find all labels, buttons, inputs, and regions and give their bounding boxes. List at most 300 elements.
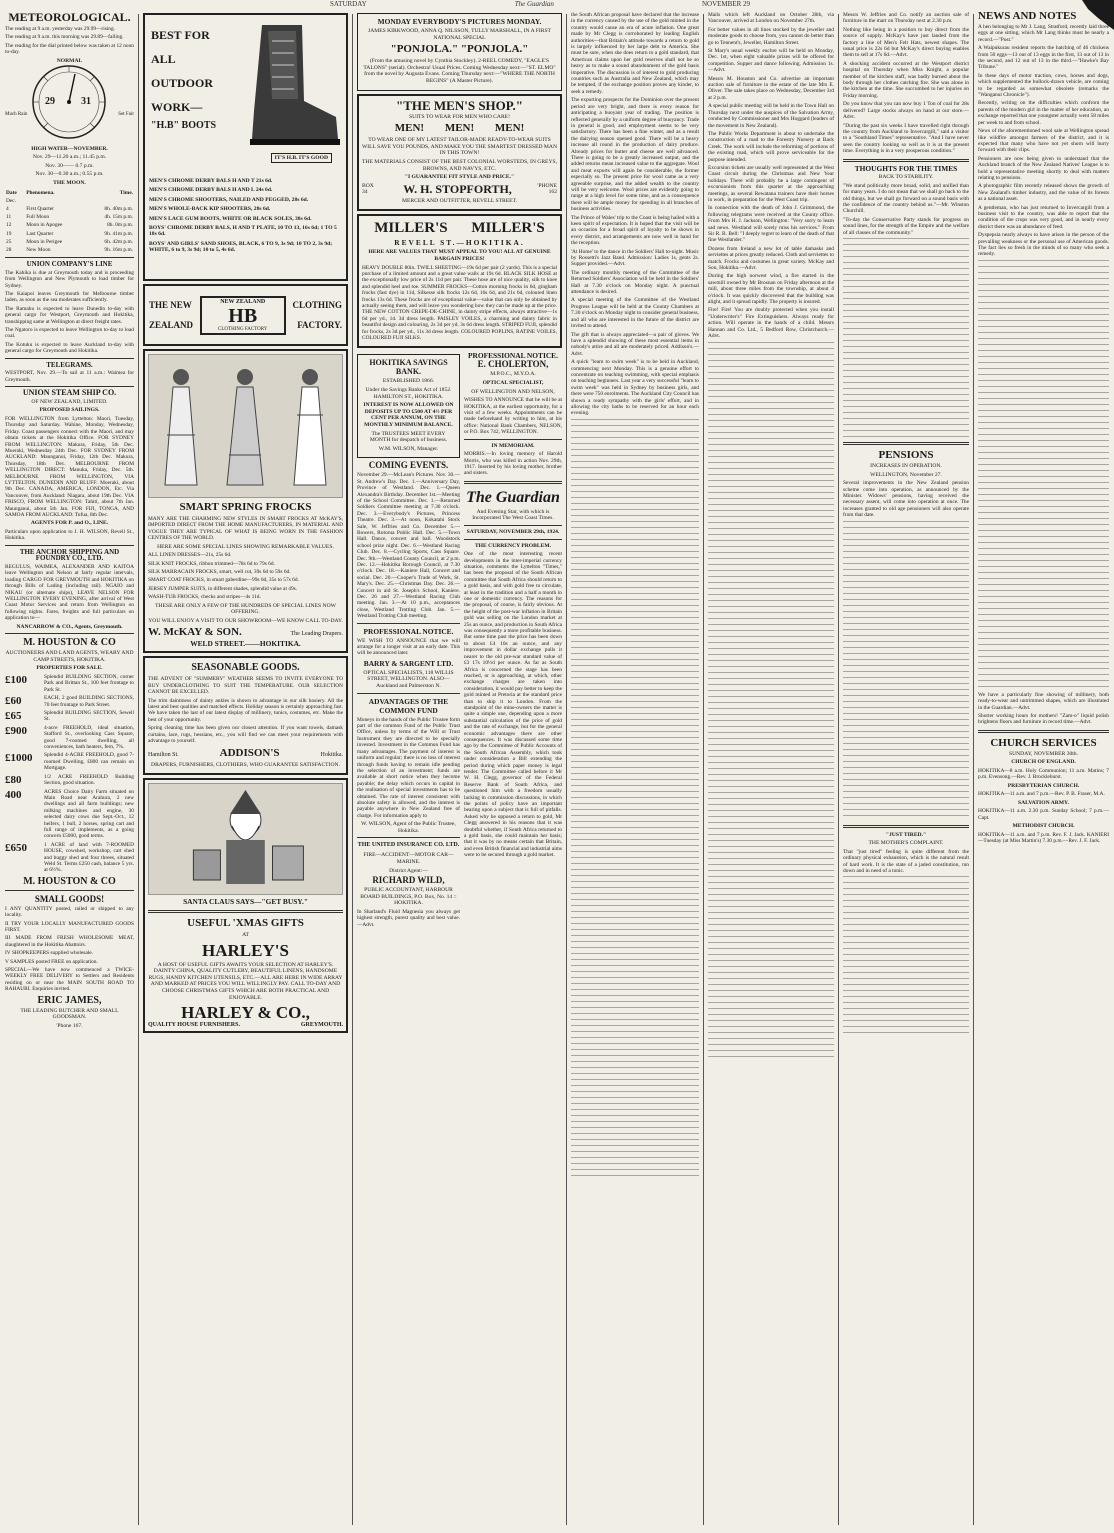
news-paragraph: The Prince of Wales' trip to the Coast is being hailed with a keen spirit of expectation. It is hoped that the visit will be an occasion for a broad spirit of loyalty to be shown in every district, and arrangements are now well in hand for the reception. [571,214,699,247]
small-goods-special: SPECIAL—We have now commenced a TWICE-WEEKLY FREE DELIVERY to Settlers and Residents residing on or near the MAIN SOUTH ROAD TO RAHAURI. Enquiries invited. [5,967,134,993]
moon-col-time: Time. [119,189,133,196]
houston-heading: M. HOUSTON & CO [23,637,116,649]
harley-text: A HOST OF USEFUL GIFTS AWAITS YOUR SELECTION AT HARLEY'S. DAINTY CHINA, QUALITY CUTLERY, BEAUTIFUL LINENS, HANDSOME RUGS, HANDY KITCHEN UTENSILS, ETC.—ALL ARE HERE IN WIDE ARRAY AND MARKED AT PRICES YOU WILL WILLINGLY PAY. CALL TO-DAY AND CHOOSE CHRISTMAS GIFTS WHICH ARE BOTH PRACTICAL AND ENJOYABLE. [148,961,343,1001]
moon-cell: 25 [6,238,12,245]
small-goods-list [5,906,134,965]
moon-cell [25,197,85,205]
richard-wild-sub: PUBLIC ACCOUNTANT, HARBOUR BOARD BUILDINGS, P.O. Box, No. 14 :: HOKITIKA. [360,887,457,907]
barometer-dial [5,58,134,144]
moon-cell: First Quarter [26,206,54,212]
moon-row [5,230,134,238]
small-goods-item: III MADE FROM FRESH WHOLESOME MEAT, slaughtered in the Hokitika Abattoirs. [5,935,134,948]
moon-row [5,197,134,205]
boots-price-line: BOYS' AND GIRLS' SAND SHOES, BLACK, 6 TO 9, 3s 9d; 10 TO 2, 3s 9d; WHITE, 6 to 9, 3s 9d; 10 to 5, 4s 6d. [149,240,333,254]
news-paragraph: In connection with the death of John J. Grimmond, the following telegrams were received at the County office. From Mrs H. J. Jackson, Wellington: "Very sorry to learn sad news. Westland will sorely miss his services." From Sir R. B. Bell: "I deeply regret to learn of the death of that fine Westlander." [708,205,834,244]
moon-table [5,189,134,255]
santa-caption: SANTA CLAUS SAYS—"GET BUSY." [183,897,308,907]
barry-sargent-sub: OPTICAL SPECIALISTS, 118 WILLIS STREET, WELLINGTON. ALSO—Auckland and Palmerston N. [363,669,454,690]
seasonable-p2: The trim daintiness of dainty ankles is shown to advantage in our silk hosiery. All the latest and best qualities and matched effects. Holiday season is certainly approaching fast. We have taken the last of our latest display of millinery, tunics, costumes, etc. Make the best of your opportunity. [148,697,343,723]
moon-row [5,221,134,229]
property-text: EACH, 2 good BUILDING SECTIONS, 70 feet frontage to Park Street. [44,695,134,708]
hb-clothing-banner [143,284,348,346]
agents-line: AGENTS FOR P. and O., LINE. [30,520,109,527]
union-notice: The Ngatoro is expected to leave Wellington to-day to load coal. [5,327,134,340]
news-paragraph: The exporting prospects for the Dominion over the present period are very bright, and there is every reason for anticipating a buoyant year of trading. The position is reflected generally by a uniform degree of buoyancy. Trade in general is good, and employment seems to be very satisfactory. There has been a fine winter, and as a result the dairying season opened good. There will be a heavy increase all round in the production of dairy produce. Already prices for butter and cheese are well advanced. There is going to be a greatly increased output, and the added returns mean increased value to the aggregate. Wool and meat exports will again be considerable, the former especially so. The present price for wool came as a very agreeable surprise, and the added wealth to the country will be very welcome. Wool prices are evidently going to range at a high level for some time, and as a consequence there will be ample money for spending in all branches of business activities. [571,97,699,213]
news-paragraph: Recently, writing on the difficulties which confront the parents of the modern girl in the matter of her education, an exchange reported that one youngster actually went 58 miles per week to and from school. [978,100,1109,126]
moon-cell: 6h. 42m p.m. [104,238,133,245]
news-paragraph: A gentleman, who has just returned to Invercargill from a business visit to the country, was able to report that the condition of the crops was very good, and in nearly every district there was an abundance of feed. [978,204,1109,230]
boots-slogan-line: BEST FOR [151,28,210,42]
news-paragraph: A shocking accident occurred at the Westport district hospital on Thursday when Miss Knight, a popular member of the kitchen staff, was badly burned about the body through her clothes catching fire. She was alone in the kitchen at the time. She succumbed to her injuries on Friday morning. [843,60,969,99]
houston-heading-2: M. HOUSTON & CO [23,875,116,887]
proposed-sailings-heading: PROPOSED SAILINGS. [39,407,100,414]
union-notice: The Kaiapoi leaves Greymouth for Melbourne timber laden, as soon as the sea moderates sufficiently. [5,291,134,304]
eric-james-sub: THE LEADING BUTCHER AND SMALL GOODSMAN. [20,1007,119,1021]
small-goods-item: I ANY QUANTITY posted, railed or shipped to any locality. [5,905,134,919]
boots-price-list [149,175,342,257]
sailings-text: FOR WELLINGTON from Lyttelton: Maori, Tuesday, Thursday and Saturday. Wahine, Monday, Wednesday, Friday. Coast passengers connect with the Maori, and may obtain tickets at the Hokitika Office. FOR SYDNEY FROM WELLINGTON: Makura, Friday, 5th Dec. Moeraki, Wednesday 24th Dec. FOR SYDNEY FROM AUCKLAND: Maunganui, Friday, 12th Dec. Makura, Thursday, 18th Dec. MELBOURNE FROM WELLINGTON DIRECT: Manuka, Friday, Dec. 5th. MELBOURNE FROM WELLINGTON, VIA LYTTELTON, DUNEDIN AND BLUFF: Moeraki, about 9th Dec. CANADA, AMERICA, LONDON, Etc. Via Vancouver, from Auckland: Niagara, about 19th Dec. VIA FRISCO, FROM WELLINGTON: Tahiti, about 7th Jan. Maunganui, about 5th Jan. FOR FIJI, TONGA, AND SAMOA FROM AUCKLAND: Tofua, 8th Dec. [5,415,134,518]
telegrams-heading: TELEGRAMS. [46,360,93,369]
moon-cell: 28 [6,247,12,254]
stopforth-name: W. H. STOPFORTH, [403,181,512,196]
body-text-block [843,876,969,1036]
editorial-heading: THE CURRENCY PROBLEM. [474,542,552,549]
news-paragraph: Shorter working hours for mothers! "Zam-o" liquid polish brightens floors and furniture in record time.—Advt. [978,713,1109,726]
boots-slogan [151,23,231,133]
property-item [5,752,134,771]
dial-normal-label: NORMAL [56,57,83,64]
millers-text: HEAVY DOUBLE 80in. TWILL SHEETING—19s 6d per pair (2 yards). This is a special purchase of a limited amount and a great value walls at 19s 6d. BLACK SILK HOSE at the exceptionally low price of 2s 11d per pair. These hose are of nice quality, silk to knee and splendid heel and toe. SUMMER FROCKS—Cotton morning frocks in 6d, gingham frocks (fast dye) in 11d, Silkesse silk frocks 12s 6d, 16s 6d, and 21s 6d, coloured linen frocks 13s 6d. These frocks are of exceptional value—value that can only be obtained by actually seeing them, and will leave you wondering how they can be made up at the price. THE NEW COTTON CREPE-DE-CHINE, in dainty stripe effects, always attractive—1s 6d per yd., 1d. 3d dress length. PAISLEY VOILES, a charming and dainty fabric in beautiful design and colouring, 2s 3d per yd. 3s 6d dress length. STRIPED FUJI, splendid for frocks, 2s 3d per yd., 11s 3d dress length. COLOURED POPLINS, RATINE VOILES, COLOURED FUJI SILKS. [362,264,557,341]
news-paragraph: A hen belonging to Mr J. Lang, Stratford, recently laid three eggs at one sitting, which Mr Lang thinks must be nearly a record.—"Post." [978,24,1109,43]
santa-claus-icon [149,784,342,894]
moon-row [5,246,134,254]
high-water-heading: HIGH WATER—NOVEMBER. [31,145,108,152]
small-goods-item: IV SHOPKEEPERS supplied wholesale. [5,950,93,957]
column-6 [705,10,837,1527]
moon-row [5,213,134,221]
lady-figure-icon [159,365,203,493]
meteorological-heading: METEOROLOGICAL. [8,10,131,24]
property-price: £65 [5,710,22,723]
body-text-block [843,238,969,438]
thoughts-text-2: "To-day the Conservative Party stands for progress on sound lines, for the strength of the Empire and the welfare of all classes of the community." [843,216,969,236]
news-paragraph: "During the past six weeks I have travelled right through the country from Auckland to Invercargill," said a visitor to a "Southland Times" representative. "And I have never seen the country looking so well as it is at the present time. Everything is in a very prosperous condition." [843,122,969,155]
news-paragraph: Dozens from Ireland a new lot of table damasks and serviettes at prices greatly reduced. Cloth and serviettes to match. Frocks and costumes in great variety. McKay and Son, Hokitika.—Advt. [708,245,834,272]
harley-ad [143,778,348,1033]
eric-james-phone: 'Phone 167. [56,1022,83,1029]
frocks-item: SILK MARRACAIN FROCKS, smart, well cut, 39s 6d to 59s 6d. [148,569,291,576]
boots-slogan-line: "H.B" BOOTS [151,120,217,131]
church-services-list [978,759,1109,844]
small-goods-item: II TRY YOUR LOCALLY MANUFACTURED GOODS FIRST. [5,920,134,933]
union-steam-ship-sub: OF NEW ZEALAND, LIMITED. [31,398,108,405]
millers-title: MILLER'S MILLER'S [374,220,545,237]
moon-cell: 9h. 16m p.m. [104,247,133,254]
addison-name: ADDISON'S [219,746,280,759]
met-reading-2: The reading at 9 a.m. this morning was 29.89—falling. [5,34,124,41]
gifts-at: AT [242,932,249,939]
guardian-date: SATURDAY, NOVEMBER 29th, 1924. [466,529,560,535]
property-text: 4-acre FREEHOLD, ideal situation, Stafford St., overlooking Cass Square, good 7-roomed dwelling, all conveniences, bath heaters, fern, 7%. [44,724,134,751]
savings-manager: W.M. WILSON, Manager. [378,445,439,452]
masthead-right: NOVEMBER 29 [701,0,750,8]
barry-sargent-name: BARRY & SARGENT LTD. [363,658,454,668]
moon-row [5,205,134,213]
coming-events-text: November 29.—McLean's Pictures. Nov. 30.—St. Andrew's Day. Dec. 1.—Anniversary Day, Province of Westland. Dec. 1.—Queen Alexandra's Birthday. December 1st.—Meeting of the School Committee. Dec. 1.—Returned Soldiers Committee meeting at 7.30 o'clock. Dec. 3.—Everybody's Pictures, Princess Theatre. Dec. 3.—At noon, Kokatahi Stock Sale, W. Jeffries and Co. December 5.—Bowers, Rotorua Public Hall. Dec. 5.—Town Hall. Dance, concert and ball. Woodstock school prize night. Dec. 6.—Westland Racing Club. Dec. 8.—Cycling Sports, Cass Square. Dec. 9th.—Westland County Council, at 2 p.m. Dec. 12.—Hokitika Borough Council, at 7.30 o'clock. Dec. 18.—Kaniere Hall, Concert and social. Dec. 20.—Cooper's Trade of Work, St. Mary's. Dec. 25.—Christmas Day. Dec. 26.—Concert in aid St. Joseph's School, Kaniere. Dec. 26 and 27.—Westland Racing Club meeting. Jan. 3.—At 10 p.m., acceptances close, Westland Trotting Club. Jan. 5.—Westland Trotting Club meeting. [357,472,460,620]
dial-right-value: 31 [81,95,91,107]
boots-price-line: MEN'S CHROME DERBY BALS H AND L 24s 6d. [149,187,273,194]
column-rule [566,14,567,1525]
news-paragraph: Fire! Fire! You are doubly protected when you install "Underwriter's" Fire Extinguishers. Always ready for action. Will operate in the hands of a child. Messrs Hannan and Co. Ltd., 5 Bedford Row, Christchurch.—Advt. [708,307,834,340]
pensions-text: Several improvements in the New Zealand pension scheme come into operation, as announced by the Minister. Widows' pensions, having received the necessary assent, will come into operation at once. The increases granted to old age pensioners will also operate from that date. [843,480,969,519]
moon-cell: Full Moon [26,214,50,221]
moon-cell: 8h. 0m p.m. [107,222,133,229]
editorial-text: One of the most interesting recent developments in the inter-imperial currency situation, comments the Lyttelton "Times," has been the proposal of the South African committee that South Africa should return to a gold basis, and with gold free to circulate, at least in the tradition and a half a month in one or domestic currency. The reasons for the proposal, of course, is fairly obvious. At the height of the post-war inflation in Britain gold was selling on the London market at 25s an ounce, and production in South Africa was consequently a more profitable business. But some time past the price has been down to about £4 10s an ounce, and any improvement in dollar exchange pulls it nearer to the old pre-war standard value of £3 17s 10½d per ounce. As far as South Africa is concerned the stage has been reached, or is approaching, at which, other exchange charges are taken into consideration, it would pay better to keep the gold minted at Pretoria at the standard price than to ship it to London. From the standpoint of the mine-owners the matter is quite a simple one, depending upon a more substantial calculation of the price of gold and the rate of exchange, but for the general economic advantages there are other consequences. It was discussed some time ago by the Committee of Public Accounts of the South African Assembly, which took under consideration a Bill extending the period during which paper money is legal tender. The Committee called before it Mr W. H. Clegg, governor of the Federal Reserve Bank of South Africa, and questioned him with a freedom usually lacking in commission discussions, in which the points of policy have an important bearing upon a subject that is full of pitfalls. Asked why he opposed a return to gold, Mr Clegg answered in his reasons that it was doubtful whether, if South Africa returned to a gold basis, she could maintain her basis; that it was by no means certain that Britain, and even British financial and industrial aims were to be secured through a gold market. [463,551,562,859]
high-water-row: Nov. 30—0.30 a.m.; 0.55 p.m. [35,171,104,178]
common-fund-text: Moneys in the hands of the Public Trustee form part of the common Fund of the Public Trust Office, unless by terms of the Will or Trust Instrument they are directed to be specially invested. Investment in the Common Fund has many advantages. The payment of interest is uniform and regular; there is no loss of interest through funds having to remain idle pending the selection of an investment; funds are available at short notice when they become payable; the delay which occurs in capital in the realisation of special investments has to be obtained. The rate of interest consistent with absolute safety is allowed, and the interest is payable anywhere in New Zealand free of charge. For information apply to [357,716,460,819]
dial-left-value: 29 [45,95,55,107]
millers-address: REVELL ST.—HOKITIKA. [394,238,525,248]
mens-shop-men: MEN! MEN! MEN! [394,122,525,135]
cholerton-address: OF WELLINGTON AND NELSON, [471,388,555,395]
professional-notice-text: WE WISH TO ANNOUNCE that we will arrange for a longer visit at an early date. This will be announced later. [357,637,460,657]
mckay-frocks-ad [143,349,348,653]
addison-right: Hokitika. [320,751,343,758]
news-paragraph: 'At Home' to the dance in the Soldiers' Hall to-night. Music by Rossetti's Jazz Band. Admission: Ladies 1s, gents 2s. Supper provided.—Advt. [571,248,699,268]
church-text: HOKITIKA—11 a.m. and 7 p.m. Rev. F. J. Jack. KANIERI—Tuesday (at Miss Martin's) 7.30 p.m.—Rev. J. F. Jack. [978,831,1109,845]
coming-events-heading: COMING EVENTS. [368,460,449,471]
moon-cell [86,197,134,205]
church-name: SALVATION ARMY. [1018,799,1069,806]
common-fund-agent: W. WILSON, Agent of the Public Trustee, Hokitika. [361,821,456,834]
boots-slogan-line: OUTDOOR [151,76,214,90]
fashion-illustration [148,354,343,498]
property-item [5,695,134,708]
frocks-list [148,552,343,600]
news-paragraph: Messrs W. Jeffries and Co. notify an auction sale of furniture in the mart on Thursday next at 2.30 p.m. [843,12,969,25]
barometer-icon [5,58,134,144]
property-item [5,710,134,723]
news-paragraph: For better values in all lines stocked by the jeweller and moderate goods to choose from, you cannot do better than go to Tennent's, Jeweller, Hamilton Street. [708,26,834,46]
news-paragraph: Mails which left Auckland on October 28th, via Vancouver, arrived at London on November 27th. [708,12,834,25]
cholerton-notice-heading: PROFESSIONAL NOTICE. [468,351,558,361]
guardian-title: The Guardian [466,488,560,506]
frocks-title: SMART SPRING FROCKS [179,501,312,513]
boots-price-line: MEN'S CHROME SHOOTERS, NAILED AND PEGGED, 28s 6d. [149,196,309,203]
hb-left-2: ZEALAND [149,320,194,330]
mens-shop-title: "THE MEN'S SHOP." [395,97,523,113]
hb-logo-letters: HB [228,304,258,327]
frocks-text: MANY ARE THE CHARMING NEW STYLES IN SMART FROCKS AT McKAY'S, IMPORTED DIRECT FROM THE HOME MANUFACTURERS, IN MATERIAL AND VOGUE THEY ARE TYPICAL OF WHAT IS BEING WORN IN THE FASHION CENTRES OF THE WORLD. [148,516,343,542]
savings-text-1: Under the Savings Banks Act of 1852. HAMILTON ST., HOKITIKA. [365,386,452,400]
property-item [5,674,134,693]
harley-foot-right: GREYMOUTH. [300,1022,343,1029]
mens-shop-text: TO WEAR ONE OF MY LATEST TAILOR-MADE READY-TO-WEAR SUITS WILL SAVE YOU POUNDS, AND MAKE YOU THE SMARTEST DRESSED MAN IN THIS TOWN! [362,137,557,157]
savings-text-2: INTEREST IS NOW ALLOWED ON DEPOSITS UP TO £500 AT 4½ PER CENT PER ANNUM, ON THE MONTHLY MINIMUM BALANCE. [363,402,454,428]
church-name: METHODIST CHURCH. [1012,823,1075,830]
moon-cell: 9h. 41m p.m. [104,230,133,237]
property-text: Splendid BUILDING SECTION, Sewell St. [44,710,134,723]
boots-price-line: MEN'S WHOLE-BACK KIP SHOOTERS, 28s 6d. [149,206,271,213]
moon-cell: 19 [6,230,12,237]
news-paragraph: Excursion tickets are usually well represented at the West Coast circuit during the Christmas and New Year holidays. There will probably be a large contingent of excursionists from this quarter at the approaching meetings, as several Rewatana trainers have their horses in work, in preparation for the West Coast trip. [708,164,834,203]
property-price: £900 [5,724,27,737]
moon-col-date: Date [6,189,17,196]
church-text: HOKITIKA—11 a.m. and 7 p.m.—Rev. P. B. Fraser, M.A. [978,791,1105,798]
union-notice: The Kotuku is expected to leave Auckland to-day with general cargo for Greymouth and Hokitika. [5,341,134,355]
church-name: PRESBYTERIAN CHURCH. [1007,782,1080,789]
mens-shop-foot: MERCER AND OUTFITTER, REVELL STREET. [402,197,517,204]
savings-est: ESTABLISHED 1866. [382,378,435,385]
news-paragraph: Pensioners are now being given to understand that the Auckland branch of the New Zealand Natives' League is to hold a representative meeting shortly to deal with matters relating to pensions. [978,155,1109,181]
magnesia-advert: In Sharland's Fluid Magnesia you always get highest strength, purest quality and best value.—Advt. [357,908,460,928]
property-price: £60 [5,695,22,708]
property-item [5,789,134,840]
pictures-title: "PONJOLA." "PONJOLA." [390,43,529,56]
mens-shop-ad [357,94,562,212]
in-memoriam-heading: IN MEMORIAM. [491,442,535,449]
moon-cell: 12 [6,222,12,229]
moon-cell: 4h. 15m p.m. [104,214,133,221]
news-paragraph: We have a particularly fine showing of millinery, both ready-to-wear and untrimmed shapes, which are illustrated in the Guardian.—Advt. [978,691,1109,711]
moon-heading: THE MOON. [53,180,86,186]
pensions-sub: INCREASES IN OPERATION. [870,462,942,469]
mens-shop-sub: SUITS TO WEAR FOR MEN WHO CARE! [409,113,510,120]
news-paragraph: The ordinary monthly meeting of the Committee of the Returned Soldiers' Association will be held in the Soldiers' Hall at 7.30 o'clock on Monday night. A punctual attendance is desired. [571,269,699,296]
frocks-item: SILK KNIT FROCKS, ribbon trimmed—78s 6d to 79s 6d. [148,560,275,567]
split-block [357,351,562,930]
cholerton-text: WISHES TO ANNOUNCE that he will be at HOKITIKA, at the earliest opportunity, for a visit of a few weeks. Appointments can be made beforehand by writing to him, at his office: National Bank Chambers, NELSON, or P.O. Box 742, WELLINGTON. [463,397,562,436]
moon-cell: Last Quarter [26,230,54,237]
hb-logo-bottom: CLOTHING FACTORY [218,326,268,332]
news-paragraph: A photographic film recently released shows the growth of New Zealand's timber industry, and the value of its forests as a national asset. [978,183,1109,203]
column-1 [2,10,137,1527]
harley-foot-left: QUALITY HOUSE FURNISHERS. [148,1022,240,1029]
anchor-agent: NANCARROW & CO., Agents, Greymouth. [16,623,123,630]
anchor-shipping-heading: THE ANCHOR SHIPPING AND FOUNDRY CO., LTD. [19,547,120,563]
news-paragraph: St Mary's usual weekly euchre will be held on Monday, Dec. 1st, when eight valuable prizes will be offered for competition. Supper and dance following. Admission 1s.—Advt. [708,48,834,74]
frocks-item: JERSEY JUMPER SUITS, in different shades, splendid value at 49s. [148,585,298,592]
boots-price-line: MEN'S LACE GUM BOOTS, WHITE OR BLACK SOLES, 38s 6d. [149,215,312,222]
hb-logo [200,296,286,335]
body-text-block [708,342,834,1062]
boots-slogan-line: WORK— [151,100,203,114]
union-steam-ship-heading: UNION STEAM SHIP CO. [22,388,117,398]
property-price: £1000 [5,752,33,765]
properties-heading: PROPERTIES FOR SALE. [36,665,103,672]
professional-notice-heading: PROFESSIONAL NOTICE. [363,626,454,636]
pensions-heading: PENSIONS [878,448,934,461]
moon-row [5,238,134,246]
property-item [5,842,134,874]
united-insurance-heading: THE UNITED INSURANCE CO. LTD. [357,842,460,849]
frocks-close-2: YOU WILL ENJOY A VISIT TO OUR SHOWROOM—WE KNOW CALL TO-DAY. [148,617,343,624]
property-text: Splendid 4-ACRE FREEHOLD, good 7-roomed Dwelling, £800 can remain on Mortgage. [44,752,134,772]
union-notice: The Kahika is due at Greymouth today and is proceeding from Wellington and New Plymouth to load timber for Sydney. [5,269,134,289]
property-list [5,674,134,874]
church-name: CHURCH OF ENGLAND. [1011,759,1076,766]
boots-price-line: BOYS' CHROME DERBY BALS, H AND T PLATE, 10 TO 13, 16s 6d; 1 TO 5 18s 6d. [149,225,337,238]
met-reading-1: The reading at 9 a.m. yesterday was 29.99—rising. [5,26,116,32]
moon-cell: Moon in Apogee [26,222,63,229]
column-rule [838,14,839,1525]
body-text-block [571,419,699,1179]
thoughts-heading: THOUGHTS FOR THE TIMES [854,163,958,173]
property-price: 400 [5,788,22,801]
pensions-date: WELLINGTON, November 27. [870,471,942,478]
boots-tag: IT'S H.B. IT'S GOOD [271,153,332,163]
property-item [5,774,134,787]
mckay-address: WELD STREET.——HOKITIKA. [190,639,301,649]
thoughts-text: "We stand politically more broad, solid, and unified than for many years. I do not mean that we shall go back to the old things, but we shall go forward on a sound basis with the confidence of the country behind us."—Mr. Winston Churchill. [843,182,969,215]
gifts-title: USEFUL 'XMAS GIFTS [187,917,304,930]
millers-ad [357,214,562,348]
body-text-block [978,260,1109,690]
right-half [464,351,562,930]
mens-shop-text-2: THE MATERIALS CONSIST OF THE BEST COLONIAL WORSTEDS, IN GREYS, BROWNS, AND NAVYS, ETC. [362,158,558,172]
union-company-heading: UNION COMPANY'S LINE [26,260,113,269]
church-services-heading: CHURCH SERVICES [990,736,1097,749]
just-tired-sub: THE MOTHER'S COMPLAINT. [868,840,944,847]
property-text: ACRES Choice Dairy Farm situated on Main Road near Arahura, 2 new dwellings and all farm buildings; new milking machines and engine, 30 selected dairy cows due Sept.-Oct., 12 heifers, 1 bull, 2 horses, spring cart and full range of implements, as a going concern £5000, good terms. [44,788,134,840]
masthead [330,0,750,9]
column-5 [568,10,702,1527]
union-notice: The Ramahu is expected to leave Dunedin to-day with general cargo for Westport, Greymouth and Hokitika, transhipping same at Wellington at direct freight rates. [5,305,134,325]
news-paragraph: A quick "learn to swim week" is to be held in Auckland, commencing next Monday. This is a genuine effort to concentrate on teaching swimming, with special emphasis on teaching beginners. Last year a very successful "learn to swim week" was held in Sydney by business girls, and there were 750 enrolments. The Auckland City Council has shown a ready sympathy with the girls' effort, and in allowing the city baths to be reserved for an hour each evening. [571,359,699,417]
news-paragraph: Dyspepsia nearly always to have arisen in the person of the prevailing weakness or the personal use of American goods. The fact lies so fresh in the minds of so many who seek a remedy. [978,232,1109,258]
cholerton-role: OPTICAL SPECIALIST, [482,379,544,386]
common-fund-heading: ADVANTAGES OF THE COMMON FUND [368,696,449,715]
moon-cell: Moon in Perigee [26,238,63,245]
mens-shop-guarantee: "I GUARANTEE FIT STYLE AND PRICE." [404,174,515,181]
eric-james-name: ERIC JAMES, [37,994,102,1006]
moon-col-phenomena: Phenomena. [26,189,55,196]
frocks-item: WASH-TUB FROCKS, checks and stripes—4s 11d. [148,594,261,601]
lady-figure-icon [288,365,332,493]
column-8 [975,10,1112,1527]
hb-boots-ad [143,13,348,281]
news-paragraph: A special meeting of the Committee of the Westland Progress League will be held at the County Chambers at 7.30 o'clock on Monday night to consider general business, and all who are interested in the future of the district are invited to attend. [571,297,699,330]
agents-text: Particulars upon application to J. H. WILSON, Revell St., Hokitika. [5,528,134,542]
property-price: £80 [5,773,22,786]
church-services-date: SUNDAY, NOVEMBER 30th. [1008,750,1078,757]
mckay-tag: The Leading Drapers. [290,631,343,638]
anchor-shipping-text: REGULUS, WAIMEA, ALEXANDER AND KAITOA leave Wellington and Nelson at fairly regular intervals, loading CARGO FOR GREYMOUTH and HOKITIKA on through Bills of Lading (including rail). NGAIO and NIKAU (or alternate ships), LEAVE NELSON FOR WELLINGTON EVERY EVENING, after arrival of West Coast Motor Services and return from Wellington on following nights. Fares, freights and full particulars on application to— [5,563,134,622]
church-text: HOKITIKA—11 a.m. 2.30 p.m. Sunday School; 7 p.m.—Capt. [978,808,1109,821]
news-paragraph: During the high norwest wind, a fire started in the sawmill owned by Mr Brosnan on Friday afternoon at the mill, about three miles from the township, at about 4 o'clock. It was quickly discovered that the building was alight, and it spread rapidly. The property is insured. [708,273,834,306]
body-text-block [843,521,969,821]
news-paragraph: A Waipukurau resident reports the hatching of 46 chickens from 50 eggs—13 out of 13 eggs in the first, 13 out of 13 in the second, and 12 out of 13 in the third.—"Hawke's Bay Tribune." [978,45,1109,71]
hb-right-2: FACTORY. [297,320,342,330]
dial-left-word: Much Rain [5,111,28,117]
news-paragraph: A special public meeting will be held in the Town Hall on Thursday next under the auspices of the Salvation Army, conducted by Commissioner and Mrs Hoggard (leaders of the movement in New Zealand). [708,103,834,129]
telegrams-text: WESTPORT, Nov. 29.—To sail at 11 a.m.: Waimea for Greymouth. [5,370,134,383]
pictures-header: MONDAY EVERYBODY'S PICTURES MONDAY. [377,17,542,26]
harley-name: HARLEY'S [202,940,289,960]
property-text: 1 ACRE of land with 7-ROOMED HOUSE, cowshed, workshop, cart shed and buggy shed and four threes, situated Weld St. Terms £250 cash, balance 5 yrs. at 6½%. [44,841,134,874]
frocks-item: SMART COAT FROCKS, in smart gaberdine—99s 6d, 35s to 57s 6d. [148,577,299,584]
property-price: £650 [5,841,27,854]
addison-sub: DRAPERS, FURNISHERS, CLOTHIERS, WHO GUARANTEE SATISFACTION. [151,761,340,768]
small-goods-item: V SAMPLES posted FREE on application. [5,958,98,965]
high-water-row: Nov. 29—11.20 a.m.; 11.45 p.m. [32,154,107,161]
moon-cell: 8h. 40m p.m. [104,206,133,212]
guardian-sub: And Evening Star, with which is Incorporated The West Coast Times. [472,508,554,522]
savings-title: HOKITIKA SAVINGS BANK. [369,358,448,377]
addison-seasonable-ad [143,656,348,775]
news-paragraph: The gift that is always appreciated—a pair of gloves. We have a splendid showing of these most essential items in nobody's attire and all are moderately priced. Addison's.—Advt. [571,331,699,357]
hb-left-1: THE NEW [149,300,192,310]
in-memoriam-text: MORRIS.—In loving memory of Harold Morris, who was killed in action Nov. 29th, 1917. Inserted by his loving mother, brother and sisters. [463,451,562,477]
moon-cell: 4 [6,206,9,212]
seasonable-p3: Spring cleaning time has been given our closest attention. If you want towels, damask curtains, lace, rugs, hessians, etc., you will find we can meet your requirements with advantage to yourself. [148,725,343,745]
property-item [5,725,134,751]
frocks-here: HERE ARE SOME SPECIAL LINES SHOWING REMARKABLE VALUES. [157,543,334,550]
masthead-paper: The Guardian [514,0,554,8]
news-paragraph: the South African proposal have declared that the increase in the currency caused by the use of the gold minted in the country would cause an era of acute inflation. One great made by Mr Clegg is corroborated by leading English authorities—that Britain's attitude towards a return to gold is largely influenced by her large debt to America. She must be sure, when she does return to a gold standard, that American claims upon her gold reserves shall not be so heavy as to make a sound abandonment of the gold basis imperative. The discussion is of interest to gold producing countries such as Australia and New Zealand, which may be tempted, if the exchange position proves any kinder, to seek a remedy. [571,12,699,95]
boots-slogan-line: ALL [151,52,176,66]
column-rule [138,14,139,1525]
church-text: HOKITIKA—8 a.m. Holy Communion; 11 a.m. Matins; 7 p.m. Evensong.—Rev. J. Brocklehurst. [978,768,1109,781]
column-2 [140,10,351,1527]
hb-logo-top: NEW ZEALAND [220,298,266,305]
seasonable-title: SEASONABLE GOODS. [191,662,300,674]
mckay-name: W. McKAY & SON. [148,626,242,639]
property-text: 1/2 ACRE FREEHOLD Building Section, good situation. [44,773,134,787]
thoughts-sub: BACK TO STABILITY. [878,174,934,181]
cholerton-name: E. CHOLERTON, [477,359,549,370]
lady-figure-icon [223,365,267,493]
news-paragraph: News of the aforementioned wool sale at Wellington spread like wildfire amongst farmers of the district, and it is expected that many who have not yet shorn will hurry forward with their clips. [978,128,1109,154]
news-paragraph: Messrs M. Houston and Co. advertise an important auction sale of furniture in the estate of the late Mrs E. Oliver. The sale takes place on Wednesday, December 3rd at 2 p.m. [708,75,834,101]
just-tired-heading: "JUST TIRED." [885,831,927,838]
column-7 [840,10,972,1527]
richard-wild-name: RICHARD WILD, [372,875,445,886]
boots-price-line: MEN'S CHROME DERBY BALS H AND T 21s 6d. [149,178,273,184]
houston-sub: AUCTIONEERS AND LAND AGENTS, WEARY AND CAMP STREETS, HOKITIKA. [5,650,134,663]
property-price: £100 [5,674,27,686]
santa-illustration [148,783,343,895]
property-text: Splendid BUILDING SECTION, corner Park and Brittan St., 100 feet frontage to Park St. [44,674,134,693]
boot-icon [232,21,342,151]
frocks-item: ALL LINEN DRESSES—21s, 25s 6d. [148,552,232,559]
news-paragraph: Do you know that you can now buy 1 Ton of coal for 28s delivered? Large stocks always on hand at our store.—Advt. [843,101,969,121]
addison-left: Hamilton St. [148,751,179,758]
news-and-notes-heading: NEWS AND NOTES [978,10,1077,22]
cholerton-quals: M.P.O.C., M.Y.O.A. [490,371,536,378]
column-rule [352,14,353,1525]
united-insurance-sub: FIRE—ACCIDENT—MOTOR CAR—MARINE. [363,852,454,865]
hb-right-1: CLOTHING [292,300,342,310]
pictures-ad [357,13,562,91]
seasonable-p1: THE ADVENT OF "SUMMERY" WEATHER SEEMS TO INVITE EVERYONE TO BUY UNDERCLOTHING TO SUIT THE TEMPERATURE. OUR SELECTION CANNOT BE EXCELLED. [148,676,343,696]
moon-cell: 11 [6,214,12,221]
united-insurance-agent: District Agent:— [389,867,428,874]
news-paragraph: In these days of motor traction, cows, horses and dogs, which supplemented the bullock-drawn vehicle, are coming to be regarded as somewhat obsolete (remarks the "Wanganui Chronicle"). [978,72,1109,99]
frocks-close-1: THESE ARE ONLY A FEW OF THE HUNDREDS OF SPECIAL LINES NOW OFFERING. [155,602,336,616]
mens-shop-box: BOX 34 [362,183,374,196]
met-reading-3: The reading for the dial printed below was taken at 12 noon to-day. [5,42,134,56]
dial-right-word: Set Fair [118,111,134,117]
small-goods-heading: SMALL GOODS! [34,893,105,904]
left-half [357,351,460,930]
savings-bank-ad [357,354,460,458]
mens-shop-phone: 'PHONE 162 [537,183,557,196]
column-3 [354,10,565,1527]
news-paragraph: The Public Works Department is about to undertake the construction of a road to the Forestry Nursery at Back Creek. The work will include the reforming of portions of the existing road, which will prove serviceable for the purpose intended. [708,130,834,163]
savings-text-3: The TRUSTEES MEET EVERY MONTH for despatch of business. [369,430,448,444]
high-water-table [5,154,134,178]
